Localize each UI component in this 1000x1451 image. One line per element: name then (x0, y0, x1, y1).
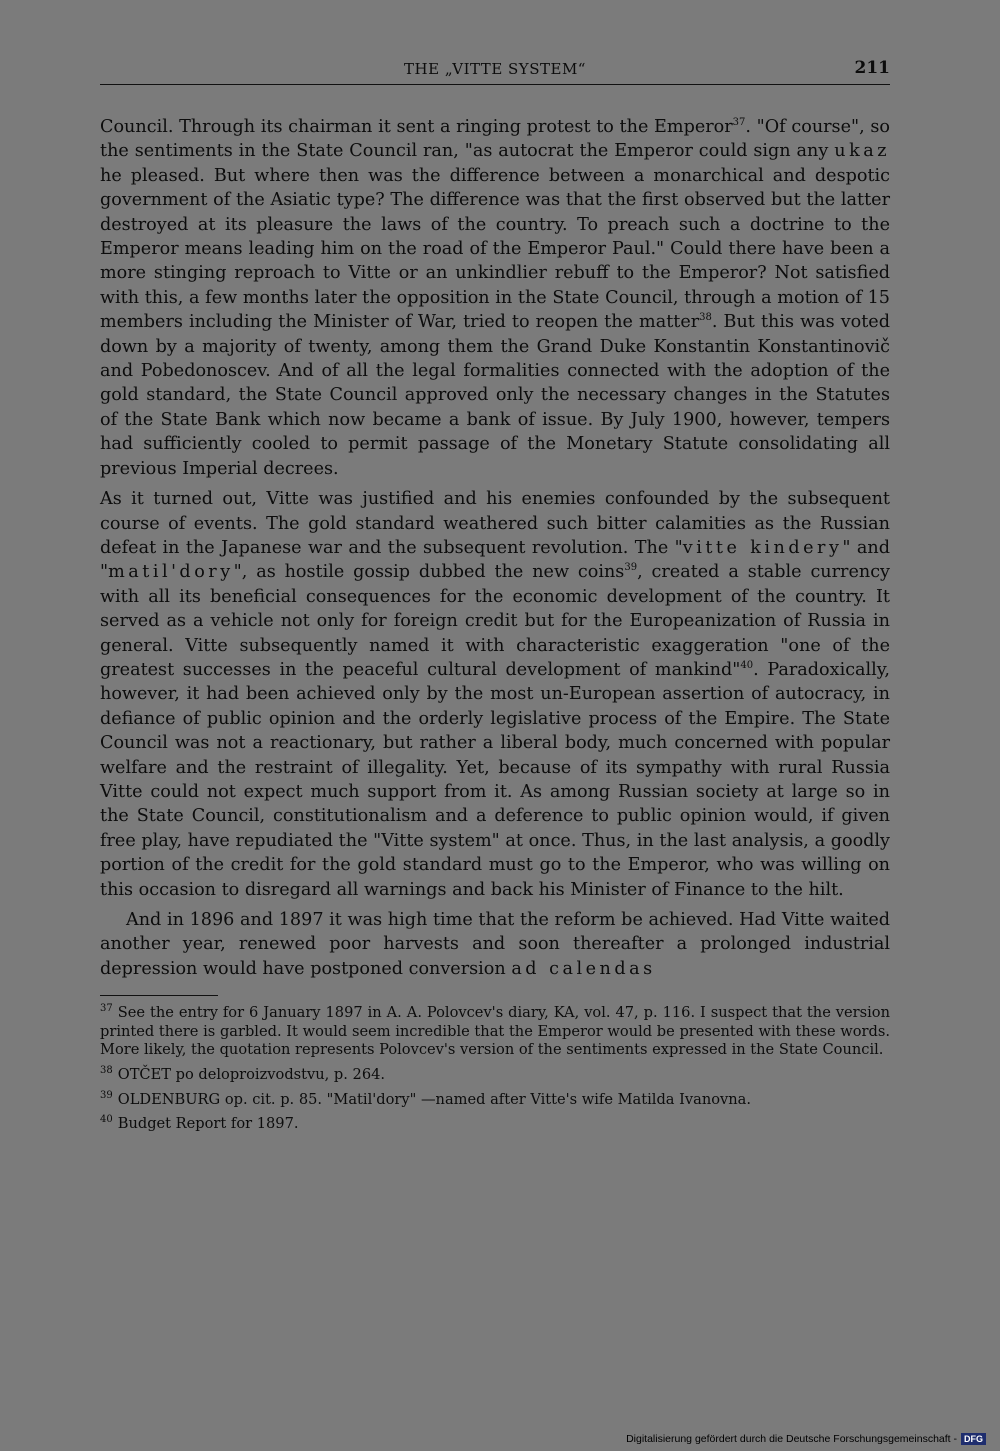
footnote-39 (100, 1091, 890, 1110)
text-run: , created a stable currency with all its beneficial consequences for the economic development of the country. It served as a vehicle not only for foreign credit but for the Europeanization of Russia in general. Vitte subsequently named it with characteristic exaggeration "one of the greatest successes in the peaceful cultural development of mankind" (100, 562, 890, 680)
footnote-38 (100, 1066, 890, 1085)
footnote-number: 38 (100, 1065, 113, 1077)
page-number: 211 (854, 58, 890, 78)
footnote-text: OLDENBURG op. cit. p. 85. "Matil'dory" —named after Vitte's wife Matilda Ivanovna. (117, 1090, 752, 1108)
dfg-logo-icon: DFG (961, 1433, 986, 1445)
footnote-ref-39: 39 (624, 562, 638, 574)
text-run: . But this was voted down by a majority of twenty, among them the Grand Duke Konstantin Konstantinovič and Pobedonoscev. And of all the legal formalities connected with the adoption of the gold standard, the State Council approved only the necessary changes in the Statutes of the State Bank which now became a bank of issue. By July 1900, however, tempers had sufficiently cooled to permit passage of the Monetary Statute consolidating all previous Imperial decrees. (100, 312, 890, 479)
text-run: " and " (100, 537, 890, 583)
footnote-number: 40 (100, 1114, 113, 1126)
paragraph-2 (100, 487, 890, 902)
text-run: ", as hostile gossip dubbed the new coins (233, 562, 625, 583)
footnotes (100, 1004, 890, 1134)
footnote-ref-40: 40 (740, 660, 754, 672)
footnote-37 (100, 1004, 890, 1060)
footnote-ref-37: 37 (732, 117, 746, 129)
running-title: THE „VITTE SYSTEM“ (404, 60, 586, 78)
footnote-number: 37 (100, 1003, 113, 1015)
text-run: Council. Through its chairman it sent a ringing protest to the Emperor (100, 117, 733, 137)
footnote-separator (100, 995, 218, 996)
footnote-40 (100, 1115, 890, 1134)
credit-text: Digitalisierung gefördert durch die Deutsche Forschungsgemeinschaft - (626, 1433, 957, 1445)
text-run: And in 1896 and 1897 it was high time that the reform be achieved. Had Vitte waited another year, renewed poor harvests and soon thereafter a prolonged industrial depression would have postponed conversion (100, 910, 890, 979)
footnote-text: Budget Report for 1897. (117, 1115, 299, 1133)
running-header (100, 56, 890, 85)
spaced-term-ukaz: ukaz (834, 141, 890, 162)
body-text (100, 115, 890, 981)
spaced-term-ad-calendas: ad calendas (511, 958, 656, 979)
text-run: he pleased. But where then was the difference between a monarchical and despotic government of the Asiatic type? The difference was that the first observed but the latter destroyed at its pleasure the laws of the country. To preach such a doctrine to the Emperor means leading him on the road of the Emperor Paul." Could there have been a more stinging reproach to Vitte or an unkindlier rebuff to the Emperor? Not satisfied with this, a few months later the opposition in the State Council, through a motion of 15 members including the Minister of War, tried to reopen the matter (100, 165, 890, 333)
footnote-text: See the entry for 6 January 1897 in A. A. Polovcev's diary, KA, vol. 47, p. 116. I suspect that the version printed there is garbled. It would seem incredible that the Emperor would be presented with these words. More likely, the quotation represents Polovcev's version of the sentiments expressed in the State Council. (100, 1004, 890, 1059)
text-run: . Paradoxically, however, it had been achieved only by the most un-European assertion of autocracy, in defiance of public opinion and the orderly legislative process of the Empire. The State Council was not a reactionary, but rather a liberal body, much concerned with popular welfare and the restraint of illegality. Yet, because of its sympathy with rural Russia Vitte could not expect much support from it. As among Russian society at large so in the State Council, constitutionalism and a deference to public opinion would, if given free play, have repudiated the "Vitte system" at once. Thus, in the last analysis, a goodly portion of the credit for the gold standard must go to the Emperor, who was willing on this occasion to disregard all warnings and back his Minister of Finance to the hilt. (100, 659, 890, 900)
spaced-term-vitte-kindery: vitte kindery (682, 537, 843, 558)
text-run: As it turned out, Vitte was justified and his enemies confounded by the subsequent course of events. The gold standard weathered such bitter calamities as the Russian defeat in the Japanese war and the subsequent revolution. The " (100, 489, 890, 558)
text-run: . "Of course", so the sentiments in the State Council ran, "as autocrat the Emperor could sign any (100, 117, 890, 162)
digitization-credit (626, 1433, 986, 1445)
footnote-ref-38: 38 (699, 312, 712, 324)
footnote-text: OTČET po deloproizvodstvu, p. 264. (117, 1066, 386, 1083)
spaced-term-matildory: matil'dory (108, 562, 234, 583)
footnote-number: 39 (100, 1089, 113, 1101)
paragraph-3 (100, 908, 890, 981)
book-page (100, 56, 890, 1140)
paragraph-1 (100, 115, 890, 481)
